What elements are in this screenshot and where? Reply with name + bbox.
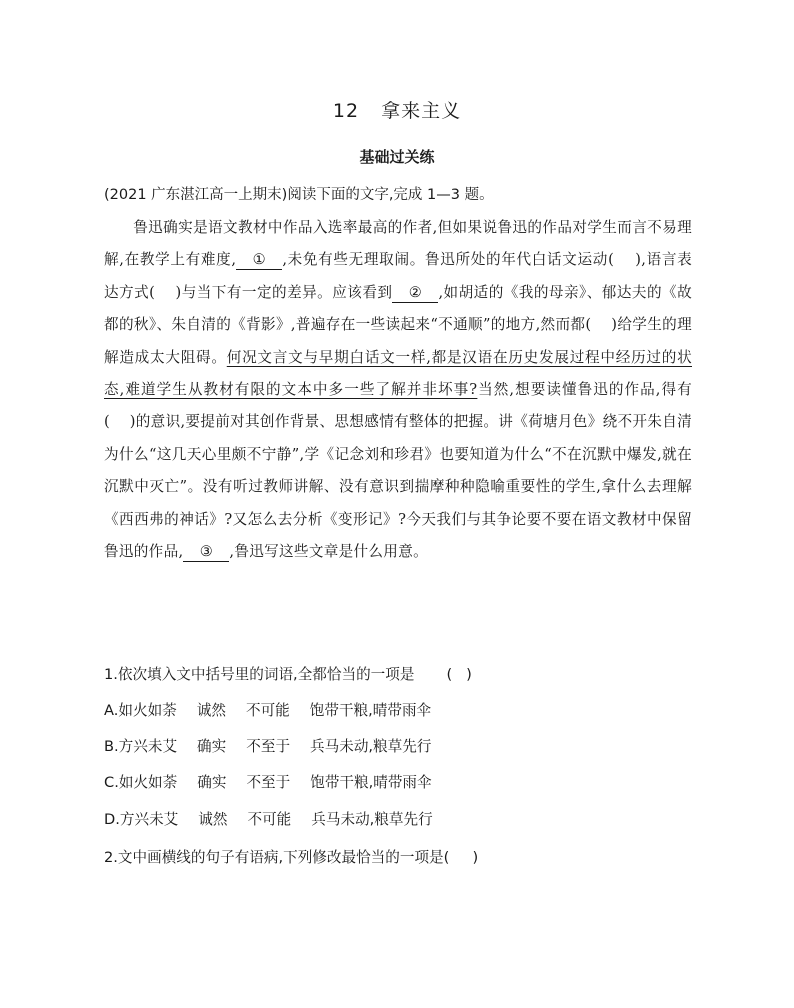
question-2-text: 2.文中画横线的句子有语病,下列修改最恰当的一项是( [104, 849, 450, 866]
lesson-title: 拿来主义 [381, 100, 462, 122]
option-word: 确实 [197, 774, 227, 791]
option-word: 如火如荼 [118, 774, 178, 791]
option-word: 诚然 [198, 811, 228, 828]
option-word: 兵马未动,粮草先行 [311, 811, 433, 828]
passage-text: ,未免有些无理取闹。鲁迅所处的年代白话文运动( [282, 251, 615, 269]
option-letter: C. [104, 774, 119, 791]
option-word: 确实 [197, 738, 227, 755]
lesson-number: 12 [332, 100, 360, 122]
option-word: 不可能 [245, 702, 290, 719]
option-b [104, 735, 431, 756]
passage-text: ,如胡适的《我的母亲》、郁达夫的《故都的秋》、朱自清的《背影》,普遍存在一些读起来“不通顺”的地方,然而都( [104, 283, 692, 334]
page-title [0, 96, 794, 123]
option-word: 兵马未动,粮草先行 [310, 738, 432, 755]
question-1-text: 1.依次填入文中括号里的词语,全都恰当的一项是 [104, 666, 415, 683]
question-1 [104, 663, 704, 684]
option-letter: D. [104, 811, 120, 828]
passage-text: )的意识,要提前对其创作背景、思想感情有整体的把握。讲《荷塘月色》绕不开朱自清为什么“这几天心里颇不宁静”,学《记念刘和珍君》也要知道为什么“不在沉默中爆发,就在沉默中灭亡”。没有听过教师讲解、没有意识到揣摩种种隐喻重要性的学生,拿什么去理解《西西弗的神话》?又怎么去分析《变形记》?今天我们与其争论要不要在语文教材中保留鲁迅的作品, [104, 413, 692, 561]
passage-text: 鲁迅确实是语文教材中作品入选率最高的作者,但如果说鲁迅的作品对学生而言不易理解,在教学上有难度, [104, 219, 692, 269]
option-word: 不至于 [246, 738, 291, 755]
option-word: 方兴未艾 [118, 738, 178, 755]
option-word: 方兴未艾 [119, 811, 179, 828]
option-word: 如火如荼 [118, 702, 177, 719]
option-letter: A. [104, 702, 119, 719]
blank-2: ② [392, 284, 438, 303]
passage-text: 当然,想要读懂鲁迅的作品,得有( [104, 381, 692, 431]
passage-text: ,鲁迅写这些文章是什么用意。 [229, 543, 428, 561]
reading-passage [104, 212, 692, 568]
blank-3: ③ [183, 543, 229, 562]
question-2 [104, 846, 704, 867]
option-word: 饱带干粮,晴带雨伞 [310, 774, 432, 791]
option-word: 不可能 [247, 811, 292, 828]
option-c [104, 771, 432, 792]
section-heading: 基础过关练 [359, 148, 435, 166]
answer-bracket: () [446, 666, 486, 683]
passage-text: )给学生的理解造成太大阻碍。 [104, 316, 692, 366]
exercise-source: (2021 广东湛江高一上期末)阅读下面的文字,完成 1—3 题。 [104, 187, 494, 203]
blank-1: ① [236, 251, 282, 270]
option-word: 诚然 [196, 702, 226, 719]
passage-text: ),语言表达方式( [104, 251, 693, 301]
underlined-sentence: 何况文言文与早期白话文一样,都是汉语在历史发展过程中经历过的状态,难道学生从教材有限的文本中多一些了解并非坏事? [104, 348, 692, 399]
option-d [104, 808, 433, 829]
option-word: 饱带干粮,晴带雨伞 [309, 702, 432, 719]
option-a [104, 699, 431, 720]
passage-text: )与当下有一定的差异。应该看到 [175, 283, 393, 301]
question-2-close: ) [472, 849, 479, 866]
option-letter: B. [104, 738, 119, 755]
option-word: 不至于 [246, 774, 291, 791]
